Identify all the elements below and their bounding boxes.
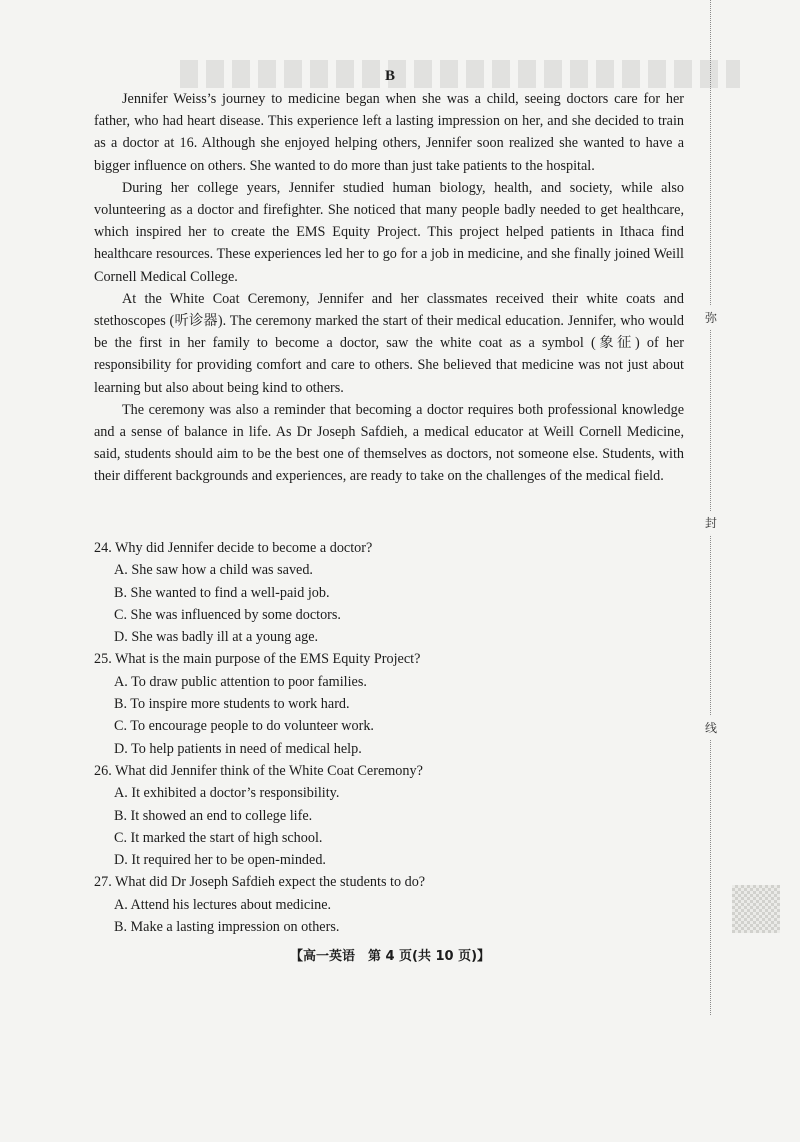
passage-paragraph: During her college years, Jennifer studied human biology, health, and society, while also volunteering as a doctor and firefighter. She noticed that many people badly needed to get healthcare, which inspired her to create the EMS Equity Project. This project helped patients in Ithaca find healthcare resources. These experiences led her to go for a job in medicine, and she finally joined Weill Cornell Medical College. <box>94 179 684 285</box>
binding-mark-mi: 弥 <box>699 306 723 330</box>
option-d: D. She was badly ill at a young age. <box>114 629 319 646</box>
binding-dotted-line <box>710 0 711 1015</box>
passage-paragraph: Jennifer Weiss’s journey to medicine began when she was a child, seeing doctors care for her father, who had heart disease. This experience left a lasting impression on her, and she decided to train as a doctor at 16. Although she enjoyed helping others, Jennifer soon realized she wanted to have a bigger influence on others. She wanted to do more than just take patients to the hospital. <box>94 91 684 174</box>
passage-paragraph: The ceremony was also a reminder that becoming a doctor requires both professional knowledge and a sense of balance in life. As Dr Joseph Safdieh, a medical educator at Weill Cornell Medicine, said, students should aim to be the best one of themselves as doctors, not someone else. Students, with their different backgrounds and experiences, are ready to take on the challenges of the medical field. <box>94 401 684 485</box>
option-a: A. It exhibited a doctor’s responsibility. <box>114 785 340 802</box>
question-25 <box>94 648 684 759</box>
option-a: A. She saw how a child was saved. <box>114 562 313 579</box>
reading-passage <box>94 88 684 488</box>
option-b: B. It showed an end to college life. <box>114 807 313 824</box>
question-stem: 24. Why did Jennifer decide to become a doctor? <box>94 540 373 556</box>
section-letter: B <box>384 68 395 84</box>
question-list <box>94 537 684 938</box>
question-stem: 26. What did Jennifer think of the White Coat Ceremony? <box>94 762 423 779</box>
option-a: A. Attend his lectures about medicine. <box>114 896 332 913</box>
question-26 <box>94 760 684 871</box>
option-c: C. She was influenced by some doctors. <box>114 606 341 623</box>
question-stem: 25. What is the main purpose of the EMS Equity Project? <box>94 651 421 668</box>
option-b: B. To inspire more students to work hard. <box>114 696 350 713</box>
option-d: D. To help patients in need of medical help. <box>114 740 362 757</box>
option-a: A. To draw public attention to poor families. <box>114 673 367 690</box>
binding-mark-xian: 线 <box>699 716 723 740</box>
option-b: B. She wanted to find a well-paid job. <box>114 584 330 601</box>
qr-code-stamp <box>732 885 780 933</box>
question-stem: 27. What did Dr Joseph Safdieh expect the students to do? <box>94 874 426 891</box>
question-24 <box>94 537 684 648</box>
passage-paragraph: At the White Coat Ceremony, Jennifer and her classmates received their white coats and stethoscopes (听诊器). The ceremony marked the start of their medical education. Jennifer, who would be the first in her family to become a doctor, saw the white coat as a symbol (象征) of her responsibility for providing comfort and care to others. She believed that medicine was not just about learning but also about being kind to others. <box>94 290 684 396</box>
option-c: C. It marked the start of high school. <box>114 829 323 846</box>
question-27 <box>94 871 684 938</box>
option-c: C. To encourage people to do volunteer work. <box>114 718 374 735</box>
binding-mark-feng: 封 <box>699 511 723 535</box>
page-footer: 【高一英语 第 4 页(共 10 页)】 <box>289 949 491 964</box>
option-d: D. It required her to be open-minded. <box>114 852 326 869</box>
option-b: B. Make a lasting impression on others. <box>114 919 340 936</box>
